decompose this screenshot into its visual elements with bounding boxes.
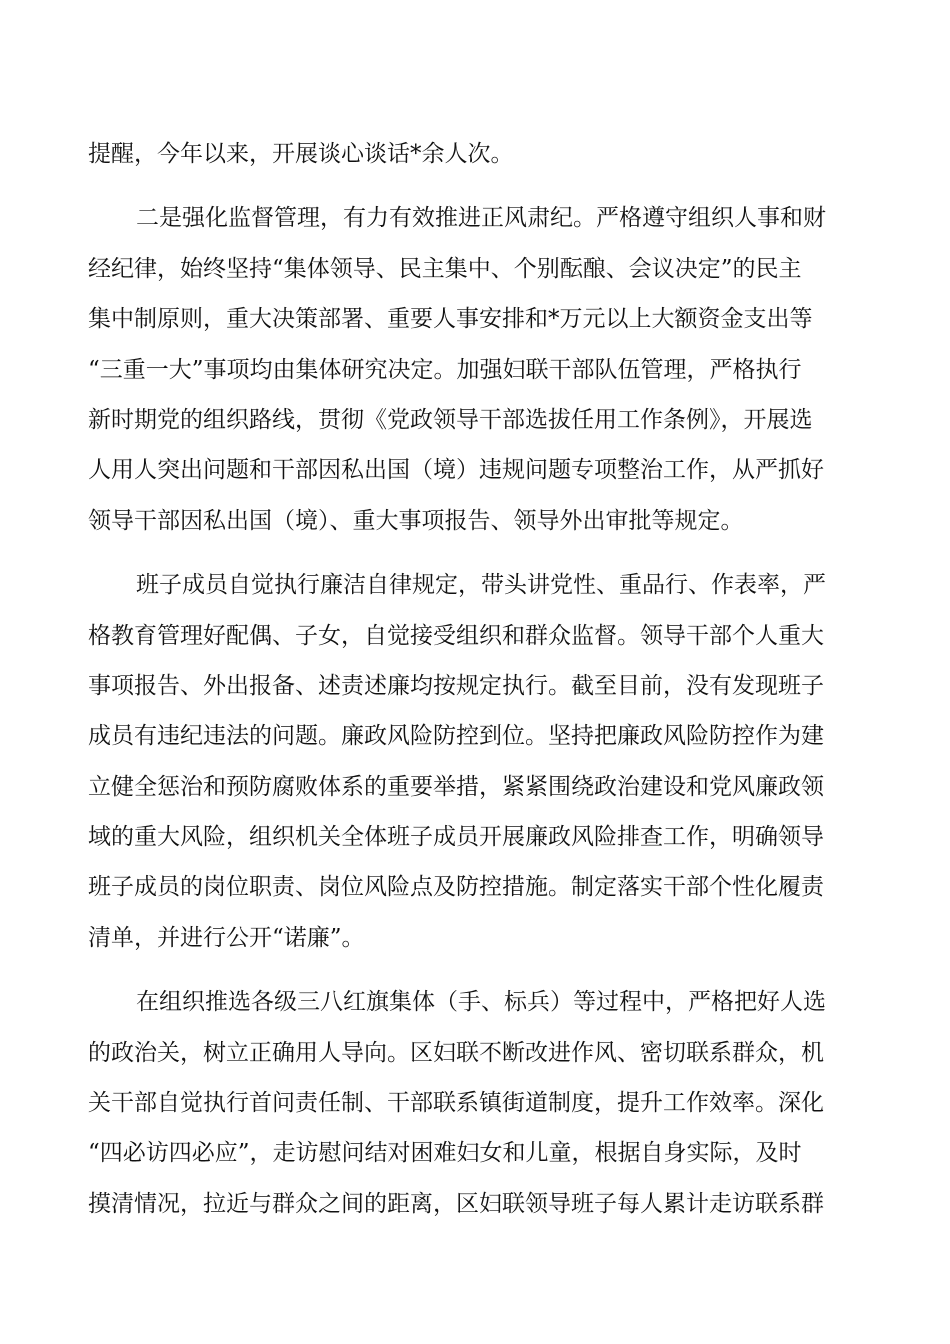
paragraph-gap	[88, 963, 862, 977]
paragraph-3-line-7: 班子成员的岗位职责、岗位风险点及防控措施。制定落实干部个性化履责	[88, 874, 824, 901]
paragraph-3-line-5: 立健全惩治和预防腐败体系的重要举措，紧紧围绕政治建设和党风廉政领	[88, 773, 824, 800]
paragraph-2-line-2: 经纪律，始终坚持“集体领导、民主集中、个别酝酿、会议决定”的民主	[88, 255, 802, 282]
document-body	[88, 129, 862, 1229]
paragraph-2-line-6: 人用人突出问题和干部因私出国（境）违规问题专项整治工作，从严抓好	[88, 457, 824, 484]
paragraph-2-line-7: 领导干部因私出国（境）、重大事项报告、领导外出审批等规定。	[88, 507, 744, 534]
paragraph-gap	[88, 546, 862, 560]
paragraph-4-line-3: 关干部自觉执行首问责任制、干部联系镇街道制度，提升工作效率。深化	[88, 1090, 824, 1117]
paragraph-3-line-8: 清单，并进行公开“诺廉”。	[88, 924, 365, 951]
paragraph-3-line-6: 域的重大风险，组织机关全体班子成员开展廉政风险排查工作，明确领导	[88, 824, 824, 851]
paragraph-3-line-1: 班子成员自觉执行廉洁自律规定，带头讲党性、重品行、作表率，严	[136, 572, 826, 599]
paragraph-1-line-1: 提醒，今年以来，开展谈心谈话*余人次。	[88, 141, 514, 167]
paragraph-2-line-1: 二是强化监督管理，有力有效推进正风肃纪。严格遵守组织人事和财	[136, 205, 826, 232]
paragraph-2-line-3: 集中制原则，重大决策部署、重要人事安排和*万元以上大额资金支出等	[88, 306, 813, 333]
paragraph-3-line-2: 格教育管理好配偶、子女，自觉接受组织和群众监督。领导干部个人重大	[88, 622, 824, 649]
paragraph-4-line-4: “四必访四必应”，走访慰问结对困难妇女和儿童，根据自身实际，及时	[88, 1140, 802, 1167]
paragraph-3-line-3: 事项报告、外出报备、述责述廉均按规定执行。截至目前，没有发现班子	[88, 672, 824, 699]
paragraph-3-line-4: 成员有违纪违法的问题。廉政风险防控到位。坚持把廉政风险防控作为建	[88, 723, 824, 750]
paragraph-gap	[88, 179, 862, 193]
paragraph-4-line-2: 的政治关，树立正确用人导向。区妇联不断改进作风、密切联系群众，机	[88, 1039, 824, 1066]
paragraph-2-line-4: “三重一大”事项均由集体研究决定。加强妇联干部队伍管理，严格执行	[88, 356, 802, 383]
paragraph-4-line-1: 在组织推选各级三八红旗集体（手、标兵）等过程中，严格把好人选	[136, 989, 826, 1016]
paragraph-4-line-5: 摸清情况，拉近与群众之间的距离，区妇联领导班子每人累计走访联系群	[88, 1190, 824, 1217]
paragraph-2-line-5: 新时期党的组织路线，贯彻《党政领导干部选拔任用工作条例》，开展选	[88, 406, 813, 433]
